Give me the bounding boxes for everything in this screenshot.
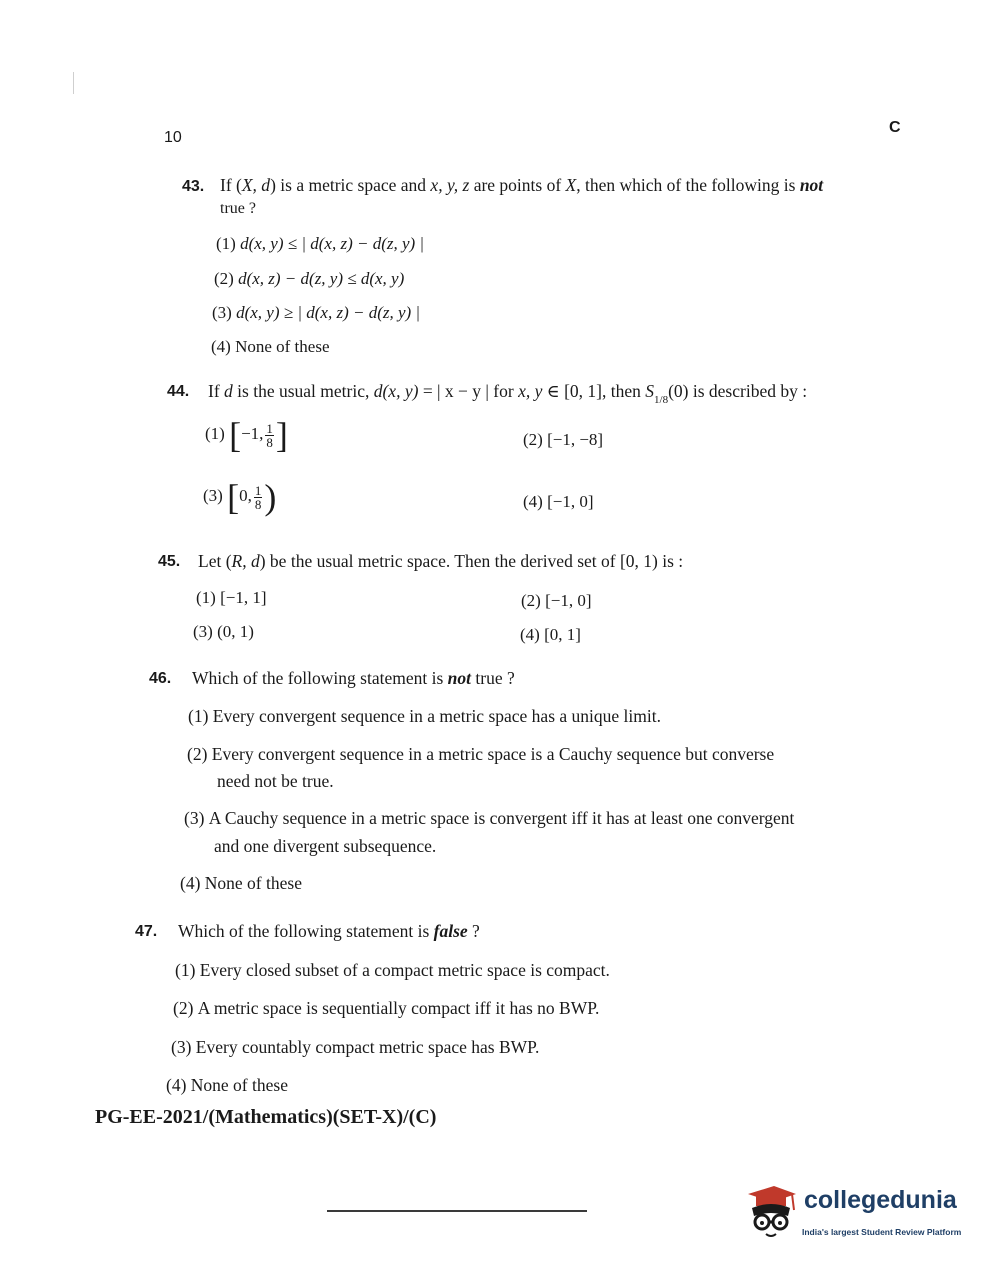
question-stem: If d is the usual metric, d(x, y) = | x − y | for x, y ∈ [0, 1], then $S_{1/8}(0)$ is described by :: [208, 381, 808, 406]
question-stem-line2: true ?: [220, 200, 256, 217]
fraction: $\frac{1}{8}$: [254, 482, 262, 512]
option-1[interactable]: (1) Every convergent sequence in a metric space has a unique limit.: [188, 706, 661, 726]
question-number: 43.: [182, 178, 205, 195]
option-3-continued: and one divergent subsequence.: [214, 836, 437, 856]
option-4[interactable]: (4) [0, 1]: [520, 625, 581, 644]
page-number: 10: [164, 129, 182, 146]
option-4[interactable]: (4) [−1, 0]: [523, 492, 594, 511]
question-stem: Let (R, d) be the usual metric space. Then the derived set of [0, 1) is :: [198, 551, 684, 571]
footer-rule: [327, 1210, 587, 1212]
question-number: 45.: [158, 553, 181, 570]
option-2[interactable]: (2) [−1, 0]: [521, 591, 592, 610]
scan-edge: [73, 72, 74, 94]
logo-wordmark: collegedunia: [804, 1186, 957, 1214]
set-code: C: [889, 119, 901, 136]
question-number: 44.: [167, 383, 190, 400]
option-3[interactable]: (3) A Cauchy sequence in a metric space is convergent iff it has at least one convergent: [184, 808, 795, 828]
option-3[interactable]: (3) (0, 1): [193, 622, 254, 641]
logo-tagline: India's largest Student Review Platform: [802, 1227, 962, 1237]
option-2[interactable]: (2) d(x, z) − d(z, y) ≤ d(x, y): [214, 269, 405, 288]
question-stem: If (X, d) is a metric space and x, y, z are points of X, then which of the following is not: [220, 175, 824, 195]
paper-code: PG-EE-2021/(Mathematics)(SET-X)/(C): [95, 1106, 437, 1128]
mascot-icon: [742, 1180, 800, 1242]
option-4[interactable]: (4) None of these: [166, 1075, 288, 1095]
option-4[interactable]: (4) None of these: [180, 873, 302, 893]
option-1[interactable]: (1) [−1, $\frac{1}{8}$ ]: [205, 415, 288, 455]
question-number: 46.: [149, 670, 172, 687]
question-stem: Which of the following statement is false ?: [178, 921, 480, 941]
option-3[interactable]: (3) d(x, y) ≥ | d(x, z) − d(z, y) |: [212, 303, 421, 322]
fraction: $\frac{1}{8}$: [266, 420, 273, 450]
option-2[interactable]: (2) [−1, −8]: [523, 430, 604, 449]
option-2[interactable]: (2) A metric space is sequentially compact iff it has no BWP.: [173, 998, 600, 1018]
question-number: 47.: [135, 923, 158, 940]
option-1[interactable]: (1) Every closed subset of a compact metric space is compact.: [175, 960, 610, 980]
option-3[interactable]: (3) Every countably compact metric space has BWP.: [171, 1037, 540, 1057]
option-1[interactable]: (1) [−1, 1]: [196, 588, 267, 607]
option-4[interactable]: (4) None of these: [211, 337, 330, 356]
option-1[interactable]: (1) d(x, y) ≤ | d(x, z) − d(z, y) |: [216, 234, 425, 253]
question-stem: Which of the following statement is not true ?: [192, 668, 515, 688]
watermark-logo: [742, 1180, 972, 1244]
option-2-continued: need not be true.: [217, 771, 334, 791]
option-2[interactable]: (2) Every convergent sequence in a metric space is a Cauchy sequence but converse: [187, 744, 775, 764]
option-3[interactable]: (3) [0, $\frac{1}{8}$ ): [203, 477, 277, 517]
